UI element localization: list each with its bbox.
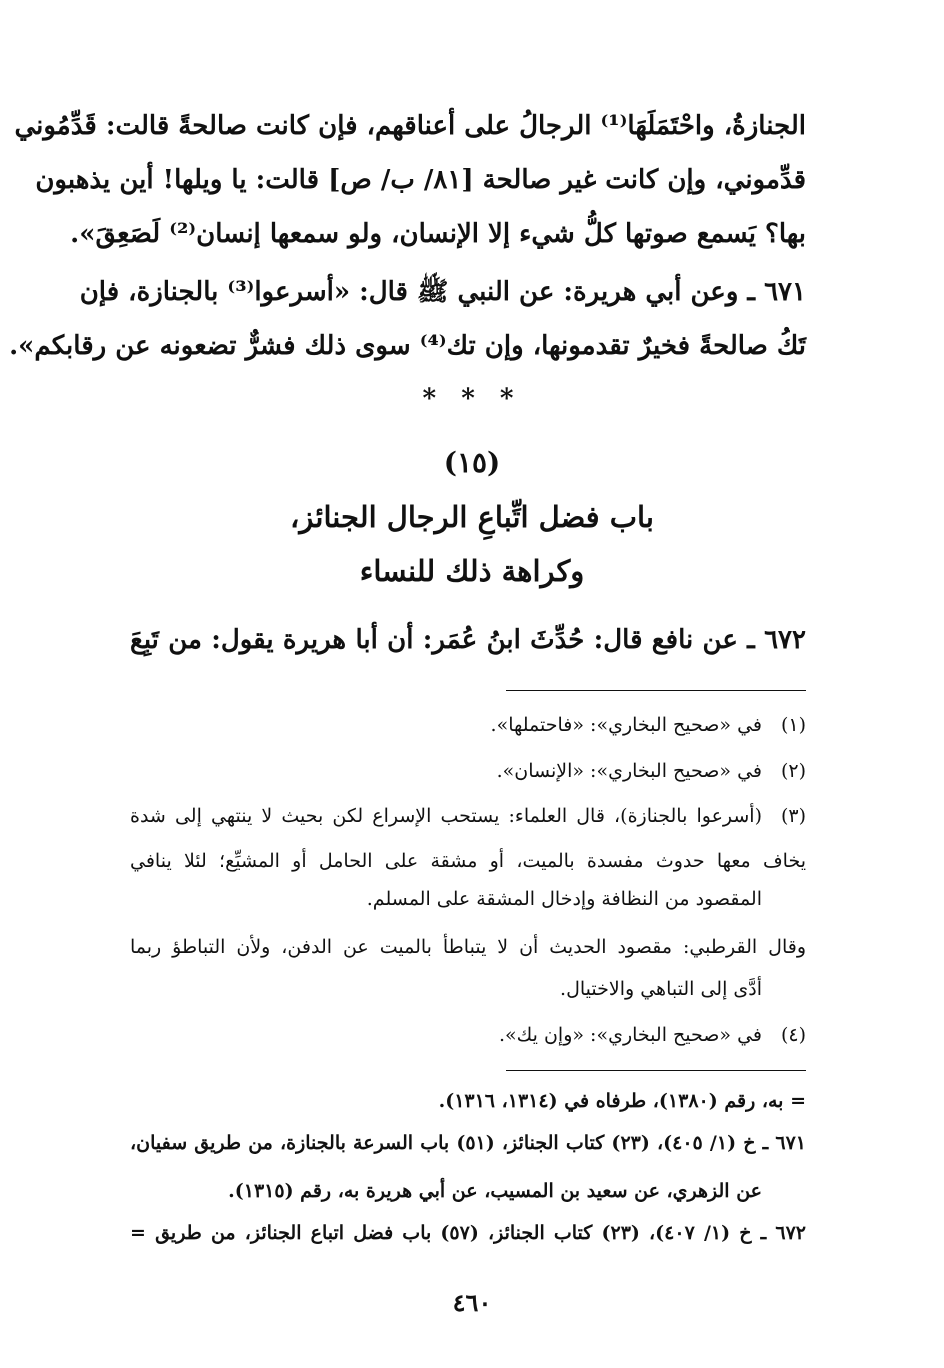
page-number: ٤٦٠ xyxy=(452,1288,492,1317)
footnote-text: في «صحيح البخاري»: «وإن يك». xyxy=(498,1024,762,1046)
hadith-671-line: تَكُ صالحةً فخيرٌ تقدمونها، وإن تك⁽⁴⁾ سوى ذلك فشرٌّ تضعونه عن رقابكم». xyxy=(9,331,806,361)
source-line: ٦٧١ ـ خ (١/ ٤٠٥)، (٢٣) كتاب الجنائز، (٥١) باب السرعة بالجنازة، من طريق سفيان، xyxy=(130,1132,807,1154)
footnote-text: المقصود من النظافة وإدخال المشقة على المسلم. xyxy=(366,888,762,910)
footnote-number: (٢) xyxy=(780,760,806,782)
section-separator: * * * xyxy=(422,384,522,414)
body-line: بها؟ يَسمع صوتها كلُّ شيء إلا الإنسان، ولو سمعها إنسان⁽²⁾ لَصَعِقَ». xyxy=(70,219,806,249)
footnote-text: وقال القرطبي: مقصود الحديث أن لا يتباطأ بالميت عن الدفن، ولأن التباطؤ ربما xyxy=(130,936,806,958)
source-line: = به، رقم (١٣٨٠)، طرفاه في (١٣١٤، ١٣١٦). xyxy=(438,1090,806,1112)
footnote-text: في «صحيح البخاري»: «الإنسان». xyxy=(496,760,762,782)
chapter-number: (١٥) xyxy=(443,446,501,479)
body-line: الجنازةُ، واحْتَمَلَهَا⁽¹⁾ الرجالُ على أعناقهم، فإن كانت صالحةً قالت: قَدِّمُوني xyxy=(14,111,806,141)
footnote-number: (١) xyxy=(780,714,806,736)
footnote-text: في «صحيح البخاري»: «فاحتملها». xyxy=(490,714,762,736)
footnote-text: أدَّى إلى التباهي والاختيال. xyxy=(560,978,762,1000)
footnote-text: (أسرعوا بالجنازة)، قال العلماء: يستحب الإسراع لكن بحيث لا ينتهي إلى شدة xyxy=(130,805,762,827)
chapter-title: باب فضل اتِّباعِ الرجال الجنائز، xyxy=(290,500,654,534)
body-line: قدِّموني، وإن كانت غير صالحة [٨١/ ب/ ص] قالت: يا ويلها! أين يذهبون xyxy=(35,165,806,195)
source-line: عن الزهري، عن سعيد بن المسيب، عن أبي هريرة به، رقم (١٣١٥). xyxy=(228,1180,762,1202)
footnote-divider xyxy=(506,690,806,691)
footnote-number: (٤) xyxy=(780,1024,806,1046)
chapter-subtitle: وكراهة ذلك للنساء xyxy=(359,554,585,588)
sources-divider xyxy=(506,1070,806,1071)
source-line: ٦٧٢ ـ خ (١/ ٤٠٧)، (٢٣) كتاب الجنائز، (٥٧) باب فضل اتباع الجنائز، من طريق = xyxy=(130,1222,806,1244)
hadith-672-line: ٦٧٢ ـ عن نافع قال: حُدِّثَ ابنُ عُمَر: أن أبا هريرة يقول: من تَبِعَ xyxy=(130,625,806,655)
footnote-number: (٣) xyxy=(780,805,806,827)
hadith-671-line: ٦٧١ ـ وعن أبي هريرة: عن النبي ﷺ قال: «أسرعوا⁽³⁾ بالجنازة، فإن xyxy=(79,277,806,307)
footnote-text: يخاف معها حدوث مفسدة بالميت، أو مشقة على الحامل أو المشيِّع؛ لئلا ينافي xyxy=(130,850,806,872)
